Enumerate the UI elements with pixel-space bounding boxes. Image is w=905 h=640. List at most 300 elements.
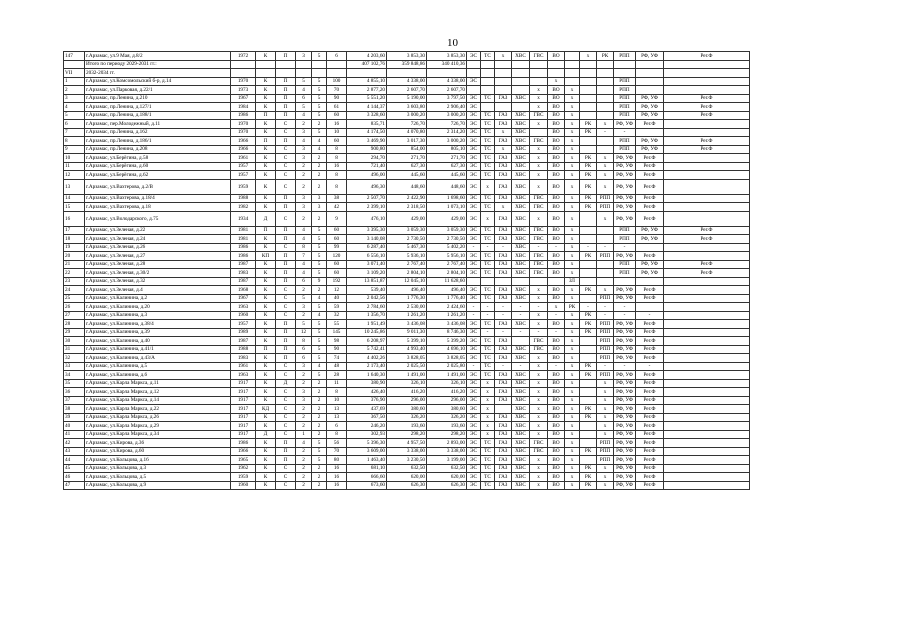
table-cell: 5	[312, 345, 327, 354]
table-cell: РФ, УФ	[636, 260, 664, 269]
table-cell	[636, 69, 664, 78]
table-cell: ХВС	[512, 260, 530, 269]
table-row	[64, 405, 750, 414]
table-cell: 3 395,30	[347, 226, 387, 235]
table-cell: П	[276, 94, 296, 103]
table-cell	[597, 60, 614, 69]
table-cell: -	[512, 303, 530, 312]
table-cell: 6	[64, 120, 85, 129]
table-cell: ВО	[548, 154, 565, 163]
table-cell: Рег.Ф	[636, 396, 664, 405]
section-row	[64, 69, 750, 78]
table-cell: ТС	[481, 162, 495, 171]
table-cell: 6	[296, 277, 312, 286]
table-cell: 496,30	[347, 179, 387, 194]
table-cell: П	[276, 137, 296, 146]
table-row	[64, 311, 750, 320]
table-cell: РФ, УФ	[614, 456, 636, 465]
table-cell: -	[548, 362, 565, 371]
table-cell: х	[597, 120, 614, 129]
table-cell: К	[256, 171, 276, 180]
table-cell: х	[530, 371, 548, 380]
table-cell	[597, 137, 614, 146]
table-cell	[481, 77, 495, 86]
table-cell: 3	[296, 128, 312, 137]
table-cell	[256, 69, 276, 78]
table-cell: ВО	[548, 337, 565, 346]
table-cell: С	[276, 422, 296, 431]
table-cell: ВО	[548, 320, 565, 329]
table-cell: г.Арзамас, ул.Зеленая, д.27	[85, 252, 231, 261]
table-cell: ЭС	[467, 473, 481, 482]
table-cell: ХВС	[512, 379, 530, 388]
table-cell: П	[276, 337, 296, 346]
table-cell: 45	[64, 464, 85, 473]
table-cell	[512, 69, 530, 78]
table-cell: ТС	[481, 235, 495, 244]
page-number: 10	[447, 37, 458, 49]
table-cell: г.Арзамас, ул.Зеленая, д.30/2	[85, 269, 231, 278]
table-row	[64, 422, 750, 431]
table-cell: ГАЗ	[495, 337, 512, 346]
table-cell	[481, 69, 495, 78]
table-cell	[580, 137, 597, 146]
table-cell: Рег.Ф	[636, 439, 664, 448]
table-cell: РФ, УФ	[636, 52, 664, 61]
table-cell: 3	[296, 303, 312, 312]
table-cell: Рег.Ф	[664, 111, 750, 120]
table-cell	[495, 405, 512, 414]
table-cell: П	[276, 328, 296, 337]
table-cell: х	[530, 396, 548, 405]
table-cell: -	[580, 303, 597, 312]
table-cell	[664, 162, 750, 171]
table-cell: С	[276, 128, 296, 137]
table-cell: ТС	[481, 52, 495, 61]
table-row	[64, 396, 750, 405]
table-cell: 29	[64, 328, 85, 337]
table-cell: П	[276, 439, 296, 448]
table-cell	[597, 260, 614, 269]
table-cell: 2	[296, 286, 312, 295]
table-cell: 1987	[231, 277, 256, 286]
table-cell: 426,40	[347, 388, 387, 397]
table-cell: 12	[327, 286, 347, 295]
table-cell: КД	[256, 405, 276, 414]
table-cell: ВО	[548, 345, 565, 354]
table-cell: РФ, УФ	[614, 337, 636, 346]
table-cell	[347, 69, 387, 78]
table-cell: г.Арзамас, ул.Берёгина, д.58	[85, 154, 231, 163]
table-cell: х	[495, 128, 512, 137]
table-cell	[664, 456, 750, 465]
table-cell	[548, 277, 565, 286]
table-cell: 6	[296, 94, 312, 103]
table-cell: Рег.Ф	[636, 456, 664, 465]
table-cell	[495, 60, 512, 69]
table-cell: 2 314,20	[427, 128, 467, 137]
table-cell: ВО	[548, 145, 565, 154]
table-cell: П	[276, 354, 296, 363]
table-cell: Рег.Ф	[636, 337, 664, 346]
table-cell: ВО	[548, 252, 565, 261]
table-cell: ЭС	[467, 52, 481, 61]
table-cell: 2	[296, 379, 312, 388]
table-cell: 5 399,10	[387, 337, 427, 346]
table-cell: 2	[312, 120, 327, 129]
table-cell: 16	[64, 211, 85, 226]
table-cell: РФ, УФ	[636, 94, 664, 103]
table-cell: ТС	[481, 171, 495, 180]
table-cell: ВО	[548, 422, 565, 431]
table-cell: ЭС	[467, 388, 481, 397]
table-cell: РФ, УФ	[614, 439, 636, 448]
table-cell: К	[256, 179, 276, 194]
table-cell: г.Арзамас, ул.Зеленая, д.22	[85, 226, 231, 235]
table-cell: г.Арзамас, ул.Калинина, д.6	[85, 371, 231, 380]
table-cell: 3	[296, 194, 312, 203]
table-cell: 10	[327, 396, 347, 405]
table-cell: х	[565, 413, 580, 422]
table-cell: 3 059,30	[387, 226, 427, 235]
table-cell: С	[276, 286, 296, 295]
table-cell: ГАЗ	[495, 439, 512, 448]
table-cell	[580, 354, 597, 363]
table-cell: ГАЗ	[495, 294, 512, 303]
table-cell: х	[597, 211, 614, 226]
housing-repair-table	[63, 51, 750, 490]
table-cell: 1966	[231, 137, 256, 146]
table-cell: ХВС	[512, 94, 530, 103]
table-cell: К	[256, 243, 276, 252]
table-cell: -	[481, 328, 495, 337]
table-cell: х	[565, 447, 580, 456]
table-cell: П	[276, 277, 296, 286]
table-cell: 2	[312, 379, 327, 388]
table-cell: ТС	[481, 194, 495, 203]
table-cell: 326,10	[427, 379, 467, 388]
table-cell	[664, 354, 750, 363]
table-cell	[580, 294, 597, 303]
table-cell: РК	[580, 405, 597, 414]
table-cell: РК	[580, 362, 597, 371]
table-cell: ГВС	[530, 203, 548, 212]
table-row	[64, 211, 750, 226]
table-cell: РК	[580, 252, 597, 261]
table-cell: 626,30	[427, 481, 467, 490]
table-cell: 11	[64, 162, 85, 171]
table-cell: РК	[580, 128, 597, 137]
table-cell: ГАЗ	[495, 162, 512, 171]
table-cell: 3 469,90	[347, 137, 387, 146]
table-cell: 4 696,10	[427, 345, 467, 354]
table-cell	[580, 269, 597, 278]
table-cell	[548, 60, 565, 69]
table-cell: 4	[296, 226, 312, 235]
table-cell: Рег.Ф	[664, 103, 750, 112]
table-cell: ХВС	[512, 345, 530, 354]
table-cell: 1984	[231, 103, 256, 112]
table-cell: Д	[256, 430, 276, 439]
table-cell: ВО	[548, 103, 565, 112]
table-cell: х	[565, 260, 580, 269]
table-cell: 3 828,05	[427, 354, 467, 363]
table-cell: 2	[296, 371, 312, 380]
table-cell: х	[530, 456, 548, 465]
table-cell: г.Арзамас, ул.Калинина, д.38/4	[85, 320, 231, 329]
table-cell: х	[597, 154, 614, 163]
table-cell: г.Арзамас, ул.Карла Маркса, д.14	[85, 396, 231, 405]
table-cell: РК	[580, 413, 597, 422]
table-row	[64, 413, 750, 422]
table-cell: РПП	[597, 456, 614, 465]
table-cell: ХВС	[512, 154, 530, 163]
table-cell: К	[256, 277, 276, 286]
table-cell: 448,60	[387, 179, 427, 194]
table-cell: 835,71	[347, 120, 387, 129]
table-cell: 1 491,00	[427, 371, 467, 380]
table-cell: 1	[64, 77, 85, 86]
table-cell: -	[614, 311, 636, 320]
table-cell	[664, 345, 750, 354]
table-cell: г.Арзамас, ул.Калинина, д.40	[85, 337, 231, 346]
table-cell: 2 399,10	[347, 203, 387, 212]
table-cell: К	[256, 94, 276, 103]
table-cell: х	[597, 413, 614, 422]
table-cell: г.Арзамас, ул.Калинина, д.20	[85, 303, 231, 312]
table-cell: х	[565, 179, 580, 194]
table-cell: х	[530, 311, 548, 320]
table-cell: К	[256, 162, 276, 171]
table-cell: РФ, УФ	[614, 171, 636, 180]
table-cell	[467, 86, 481, 95]
table-cell: Рег.Ф	[636, 211, 664, 226]
table-cell: 32	[64, 354, 85, 363]
table-cell: 2	[312, 179, 327, 194]
table-cell: Рег.Ф	[636, 194, 664, 203]
table-cell: РПП	[597, 337, 614, 346]
table-cell	[580, 211, 597, 226]
table-cell: П	[256, 345, 276, 354]
table-cell	[664, 311, 750, 320]
table-cell: 4	[312, 294, 327, 303]
table-cell: 3 853,30	[427, 52, 467, 61]
table-cell: 1986	[231, 439, 256, 448]
table-cell: 4	[312, 311, 327, 320]
table-cell: ГАЗ	[495, 422, 512, 431]
table-cell	[312, 69, 327, 78]
table-cell: С	[276, 405, 296, 414]
table-cell: РК	[580, 171, 597, 180]
table-row	[64, 137, 750, 146]
table-cell: 1981	[231, 226, 256, 235]
table-cell: -	[481, 303, 495, 312]
table-cell	[664, 447, 750, 456]
table-cell: 5 190,00	[387, 94, 427, 103]
table-cell: ТС	[481, 320, 495, 329]
table-cell: К	[256, 413, 276, 422]
table-cell: П	[276, 260, 296, 269]
table-cell: 3 338,00	[387, 447, 427, 456]
table-cell: ЭС	[467, 203, 481, 212]
table-cell: 8	[327, 154, 347, 163]
table-cell: РПП	[614, 86, 636, 95]
table-cell: С	[276, 473, 296, 482]
table-cell: ЭС	[467, 422, 481, 431]
table-cell: П	[276, 269, 296, 278]
table-cell: ЭС	[467, 77, 481, 86]
table-cell: ХВС	[512, 52, 530, 61]
table-cell: ХВС	[512, 320, 530, 329]
table-cell: х	[548, 303, 565, 312]
table-cell: х	[597, 162, 614, 171]
table-row	[64, 354, 750, 363]
table-cell: 726,70	[427, 120, 467, 129]
table-cell: 1917	[231, 430, 256, 439]
table-cell: х	[530, 162, 548, 171]
table-cell	[481, 60, 495, 69]
table-cell	[512, 103, 530, 112]
table-cell: 2 784,60	[347, 303, 387, 312]
table-cell: РФ, УФ	[614, 286, 636, 295]
table-cell: К	[256, 464, 276, 473]
table-cell: Рег.Ф	[664, 235, 750, 244]
table-cell: 6	[327, 422, 347, 431]
table-cell: РФ, УФ	[614, 379, 636, 388]
table-cell: ХВС	[512, 226, 530, 235]
table-cell: х	[530, 120, 548, 129]
table-cell	[512, 60, 530, 69]
table-cell: РФ, УФ	[614, 447, 636, 456]
table-cell: г.Арзамас, ул.Калинина, д.43/А	[85, 354, 231, 363]
table-cell: РК	[580, 320, 597, 329]
table-cell: РПП	[597, 252, 614, 261]
table-cell: х	[565, 235, 580, 244]
table-cell: 3	[312, 194, 327, 203]
table-cell: 120	[327, 252, 347, 261]
table-cell: -	[495, 311, 512, 320]
table-cell: 271,70	[387, 154, 427, 163]
table-cell: 5 936,10	[387, 252, 427, 261]
table-cell: х	[565, 226, 580, 235]
table-cell	[481, 277, 495, 286]
table-cell	[636, 128, 664, 137]
table-cell: 2	[312, 396, 327, 405]
table-cell: РФ, УФ	[614, 162, 636, 171]
table-cell: 60	[327, 226, 347, 235]
table-cell: Рег.Ф	[664, 269, 750, 278]
table-cell: С	[276, 464, 296, 473]
table-cell: г.Арзамас, ул.Зеленая, д.4	[85, 286, 231, 295]
table-cell: ЭС	[467, 464, 481, 473]
table-cell: ГАЗ	[495, 396, 512, 405]
table-cell: К	[256, 371, 276, 380]
table-cell: 3 609,00	[347, 447, 387, 456]
table-cell: 2	[296, 171, 312, 180]
table-cell: 10 245,86	[347, 328, 387, 337]
table-cell: 2 042,56	[347, 294, 387, 303]
table-row	[64, 243, 750, 252]
table-cell	[636, 77, 664, 86]
table-cell: РПП	[614, 103, 636, 112]
table-cell: 4	[296, 111, 312, 120]
table-cell: 627,30	[427, 162, 467, 171]
table-cell: 40	[64, 422, 85, 431]
table-cell: ВО	[548, 120, 565, 129]
table-cell: 17	[64, 226, 85, 235]
table-cell	[636, 303, 664, 312]
table-cell: ГВС	[530, 137, 548, 146]
table-cell: г.Арзамас, ул.Вахтерова, д.18/4	[85, 194, 231, 203]
table-cell: г.Арзамас, ул.Комсомольский б-р, д.14	[85, 77, 231, 86]
table-cell: 496,40	[427, 286, 467, 295]
table-cell: 2 877,20	[347, 86, 387, 95]
table-cell	[327, 69, 347, 78]
table-cell: К	[256, 120, 276, 129]
table-cell: П	[276, 52, 296, 61]
table-cell: 4	[296, 235, 312, 244]
table-cell: ХВС	[512, 447, 530, 456]
table-cell: РФ, УФ	[614, 179, 636, 194]
table-cell: РК	[580, 481, 597, 490]
table-cell: х	[597, 379, 614, 388]
table-cell: Рег.Ф	[636, 354, 664, 363]
table-cell: 1959	[231, 473, 256, 482]
table-cell: К	[256, 303, 276, 312]
table-cell: 22	[64, 269, 85, 278]
table-cell: П	[276, 320, 296, 329]
table-cell: ЭС	[467, 226, 481, 235]
table-cell: ТС	[481, 111, 495, 120]
table-cell: ГВС	[530, 235, 548, 244]
table-cell: ЭС	[467, 405, 481, 414]
table-cell: х	[565, 145, 580, 154]
table-cell	[231, 60, 256, 69]
table-cell: Рег.Ф	[636, 447, 664, 456]
table-cell: 2 804,10	[427, 269, 467, 278]
table-cell: 35	[64, 379, 85, 388]
table-cell: х	[580, 52, 597, 61]
table-cell: 1986	[231, 252, 256, 261]
table-cell: х	[565, 111, 580, 120]
table-cell: ХВС	[512, 128, 530, 137]
table-row	[64, 86, 750, 95]
table-cell	[664, 439, 750, 448]
table-cell: Рег.Ф	[636, 162, 664, 171]
table-cell: 1 073,10	[427, 203, 467, 212]
table-cell: Д	[276, 379, 296, 388]
table-cell	[530, 277, 548, 286]
table-cell: 59	[327, 303, 347, 312]
table-cell	[597, 111, 614, 120]
table-cell: 4	[296, 269, 312, 278]
table-cell: 448,60	[427, 179, 467, 194]
table-cell: 16	[327, 120, 347, 129]
table-cell: 3 797,50	[427, 94, 467, 103]
table-cell: 18	[64, 235, 85, 244]
table-cell: ТС	[481, 456, 495, 465]
table-cell: 31	[64, 345, 85, 354]
table-cell: С	[276, 430, 296, 439]
table-cell: ГВС	[530, 447, 548, 456]
table-cell: 2	[296, 481, 312, 490]
table-cell: х	[565, 211, 580, 226]
table-cell: 33	[64, 362, 85, 371]
table-row	[64, 481, 750, 490]
table-cell: Рег.Ф	[636, 171, 664, 180]
table-cell: РФ, УФ	[614, 252, 636, 261]
table-cell: г.Арзамас, пр.Ленина, д.162	[85, 128, 231, 137]
